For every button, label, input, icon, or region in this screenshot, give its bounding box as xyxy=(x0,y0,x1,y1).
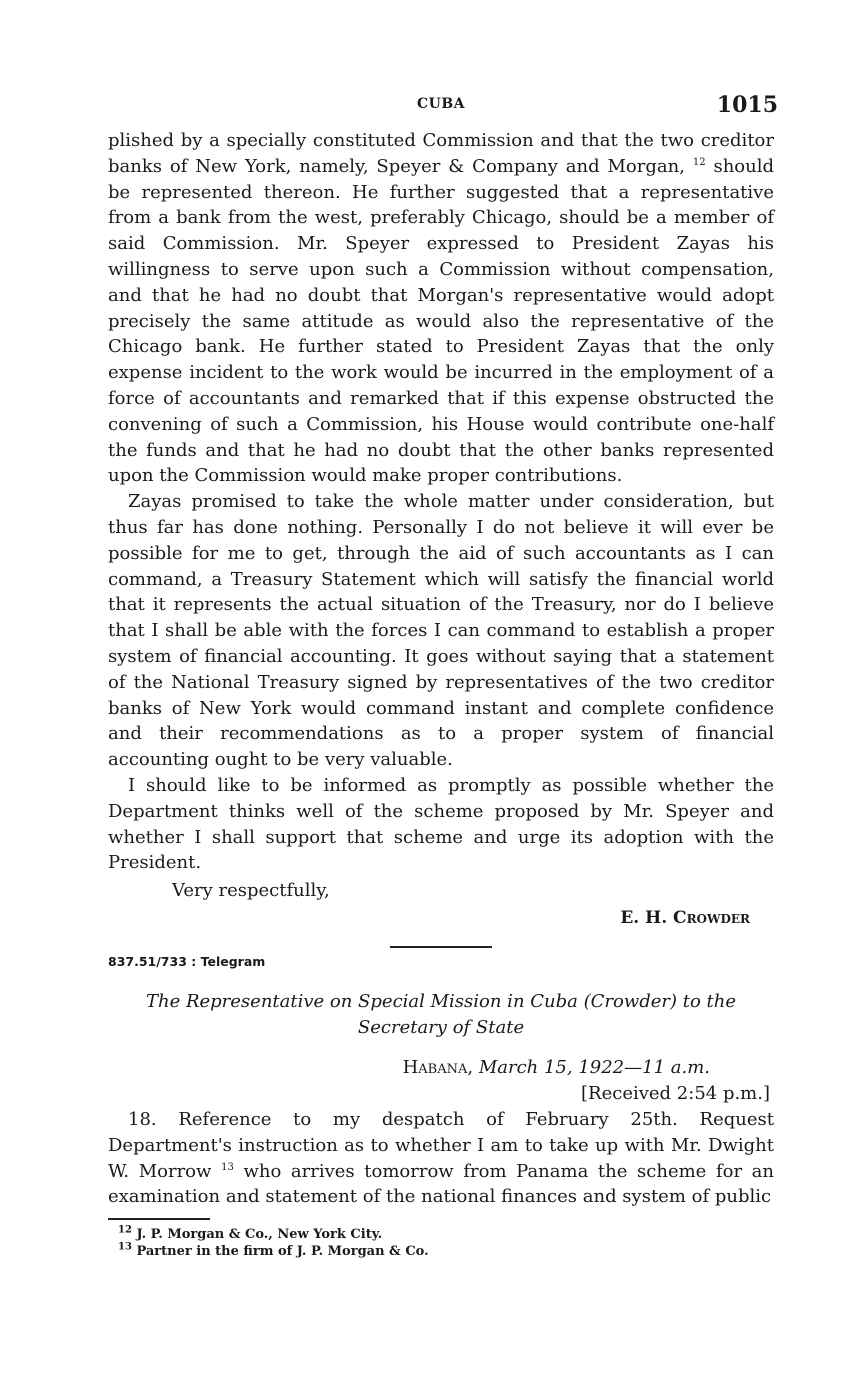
closing-salutation: Very respectfully, xyxy=(172,880,330,902)
file-reference: 837.51/733 : Telegram xyxy=(108,953,266,969)
paragraph-1-text: plished by a specially constituted Commission and that the two creditor banks of New York, namely, Speyer & Company and Morgan, xyxy=(108,130,774,177)
body-paragraph-3: I should like to be informed as promptly as possible whether the Department thinks well of the scheme proposed by Mr. Speyer and whether I shall support that scheme and urge its adoption with the President. xyxy=(108,774,774,874)
page-number: 1015 xyxy=(716,92,778,118)
document-page xyxy=(108,92,778,1260)
received-note: [Received 2:54 p.m.] xyxy=(581,1082,770,1104)
signature-text: E. H. Crowder xyxy=(620,907,750,928)
running-head xyxy=(108,92,778,128)
footnote-mark: 13 xyxy=(118,1241,132,1253)
footnote-12 xyxy=(118,1226,774,1243)
footnote-text: J. P. Morgan & Co., New York City. xyxy=(131,1227,383,1243)
signature xyxy=(108,908,750,928)
running-title: CUBA xyxy=(416,96,466,112)
footnote-13 xyxy=(118,1243,774,1260)
telegram-paragraph-text: 18. Reference to my despatch of February 25th. Request Department's instruction as to whether I am to take up with Mr. Dwight W. Morrow xyxy=(108,1108,774,1182)
footnote-mark: 12 xyxy=(118,1224,132,1236)
footnote-ref-13: 13 xyxy=(221,1161,234,1173)
dateline xyxy=(108,1055,710,1081)
document-heading: The Representative on Special Mission in Cuba (Crowder) to the Secretary of State xyxy=(145,990,737,1038)
body-paragraph-1 xyxy=(108,128,774,489)
paragraph-1-continued: should be represented thereon. He further suggested that a representative from a bank from the west, preferably Chicago, should be a member of said Commission. Mr. Speyer expressed to President Zayas his willingness to serve upon such a Commission without compensation, and that he had no doubt that Morgan's representative would adopt precisely the same attitude as would also the representative of the Chicago bank. He further stated to President Zayas that the only expense incident to the work would be incurred in the employment of a force of accountants and remarked that if this expense obstructed the convening of such a Commission, his House would contribute one-half the funds and that he had no doubt that the other banks represented upon the Commission would make proper contributions. xyxy=(108,155,774,487)
telegram-paragraph-continued: who arrives tomorrow from Panama the scheme for an examination and statement of the national finances and system of public xyxy=(108,1160,774,1208)
dateline-date: March 15, 1922—11 a.m. xyxy=(478,1056,710,1078)
footnotes xyxy=(108,1226,774,1260)
telegram-paragraph xyxy=(108,1107,774,1210)
dateline-place: Habana, xyxy=(402,1056,474,1078)
footnote-ref-12: 12 xyxy=(692,156,706,168)
section-divider xyxy=(390,946,492,948)
footnote-rule xyxy=(108,1218,210,1220)
body-paragraph-2: Zayas promised to take the whole matter under consideration, but thus far has done nothing. Personally I do not believe it will ever be possible for me to get, through the aid of such accountants as I can command, a Treasury Statement which will satisfy the financial world that it represents the actual situation of the Treasury, nor do I believe that I shall be able with the forces I can command to establish a proper system of financial accounting. It goes without saying that a statement of the National Treasury signed by representatives of the two creditor banks of New York would command instant and complete confidence and their recommendations as to a proper system of financial accounting ought to be very valuable. xyxy=(108,491,774,771)
footnote-text: Partner in the firm of J. P. Morgan & Co. xyxy=(131,1244,429,1260)
